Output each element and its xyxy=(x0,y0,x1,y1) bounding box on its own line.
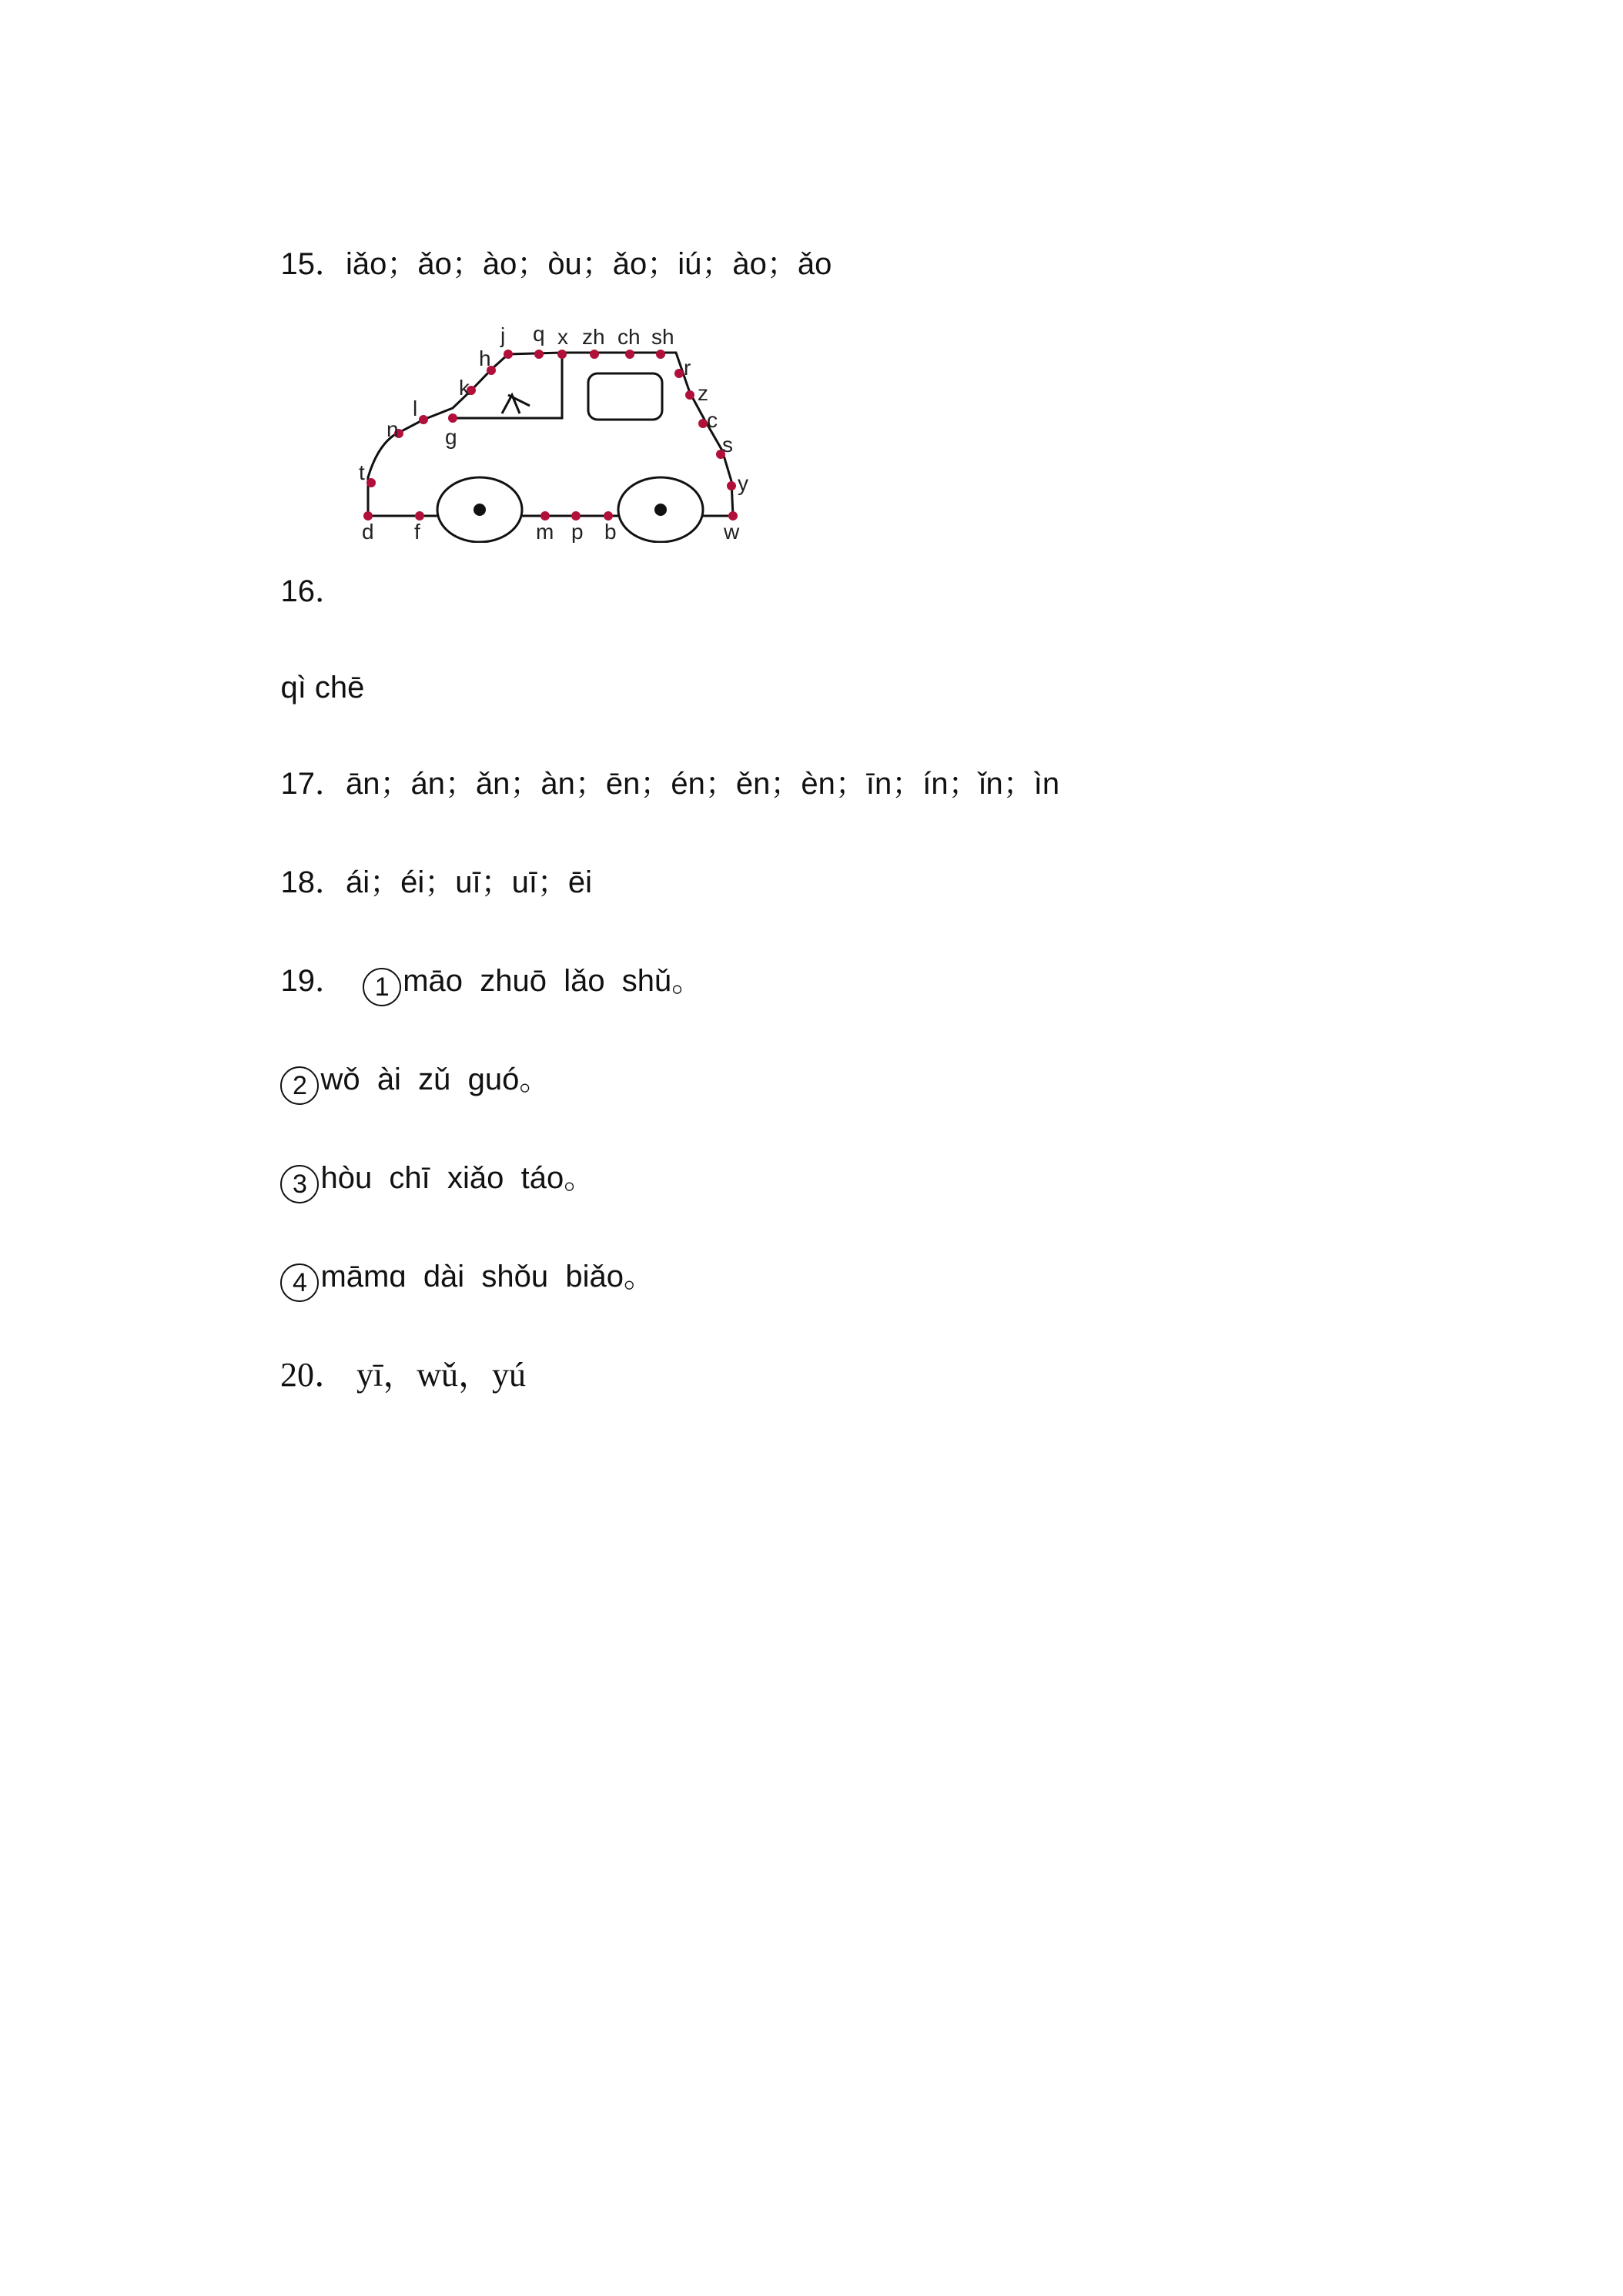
car-mirror-line xyxy=(508,395,530,406)
car-dot-label-j: j xyxy=(500,323,506,347)
answer-text: māo zhuō lǎo shǔ。 xyxy=(403,964,703,998)
car-dot-label-s: s xyxy=(722,433,733,457)
answer-text: ān；án；ǎn；àn；ēn；én；ěn；èn；īn；ín；ǐn；ìn xyxy=(345,767,1060,801)
car-dot-label-z: z xyxy=(698,381,708,405)
car-window xyxy=(588,373,662,420)
car-dot-ch xyxy=(625,350,634,359)
car-dot-label-w: w xyxy=(724,520,740,543)
car-dot-j xyxy=(504,350,513,359)
car-dot-label-sh: sh xyxy=(651,325,674,349)
car-dot-label-zh: zh xyxy=(582,325,605,349)
car-dot-sh xyxy=(656,350,665,359)
question-number: 15． xyxy=(280,247,346,281)
question-number: 19． xyxy=(280,964,346,998)
answer-text: wǒ ài zǔ guó。 xyxy=(320,1063,550,1096)
car-dot-label-t: t xyxy=(359,460,365,484)
car-dot-label-ch: ch xyxy=(617,325,641,349)
car-dot-label-h: h xyxy=(479,346,491,370)
answer-15 xyxy=(246,204,832,324)
car-dot-r xyxy=(674,369,684,378)
car-dot-label-k: k xyxy=(459,376,470,400)
car-dot-zh xyxy=(590,350,599,359)
question-number: 16． xyxy=(280,574,346,608)
car-dot-label-p: p xyxy=(571,520,584,543)
car-dot-l xyxy=(419,415,428,424)
dot-to-dot-car-diagram xyxy=(354,312,755,543)
car-dot-label-m: m xyxy=(536,520,554,543)
car-mirror xyxy=(502,395,520,413)
car-dot-q xyxy=(534,350,544,359)
car-dot-label-r: r xyxy=(684,356,691,380)
car-dot-z xyxy=(685,390,694,400)
answer-text: yī，wǔ，yú xyxy=(356,1356,526,1394)
item-marker: 2 xyxy=(280,1066,319,1105)
answer-20 xyxy=(246,1315,526,1435)
car-wheel-front-hub xyxy=(474,504,486,516)
car-dot-label-c: c xyxy=(707,408,718,432)
car-wheel-rear-hub xyxy=(654,504,667,516)
car-dot-y xyxy=(727,481,736,490)
car-dot-label-n: n xyxy=(387,417,399,441)
answer-text: iǎo；ǎo；ào；òu；ǎo；iú；ào；ǎo xyxy=(345,247,832,281)
car-dot-label-l: l xyxy=(413,397,418,420)
answer-text: qì chē xyxy=(280,671,365,705)
car-dot-label-b: b xyxy=(604,520,617,543)
car-dot-label-q: q xyxy=(533,322,545,346)
item-marker: 1 xyxy=(363,968,401,1006)
car-dot-label-f: f xyxy=(414,520,420,543)
car-dot-t xyxy=(366,478,376,487)
question-number: 20． xyxy=(280,1356,348,1394)
item-marker: 3 xyxy=(280,1165,319,1203)
car-dot-label-x: x xyxy=(557,325,568,349)
answer-text: ái；éi；uī；uī；ēi xyxy=(345,865,593,899)
answer-text: māmɑ dài shǒu biǎo。 xyxy=(320,1260,655,1294)
answer-text: hòu chī xiǎo táo。 xyxy=(320,1161,595,1195)
question-number: 17． xyxy=(280,767,346,801)
car-dot-label-g: g xyxy=(445,425,457,449)
car-dot-label-d: d xyxy=(362,520,374,543)
car-dot-x xyxy=(557,350,567,359)
car-dot-g xyxy=(448,413,457,423)
question-number: 18． xyxy=(280,865,346,899)
item-marker: 4 xyxy=(280,1263,319,1302)
car-dot-label-y: y xyxy=(738,471,748,495)
